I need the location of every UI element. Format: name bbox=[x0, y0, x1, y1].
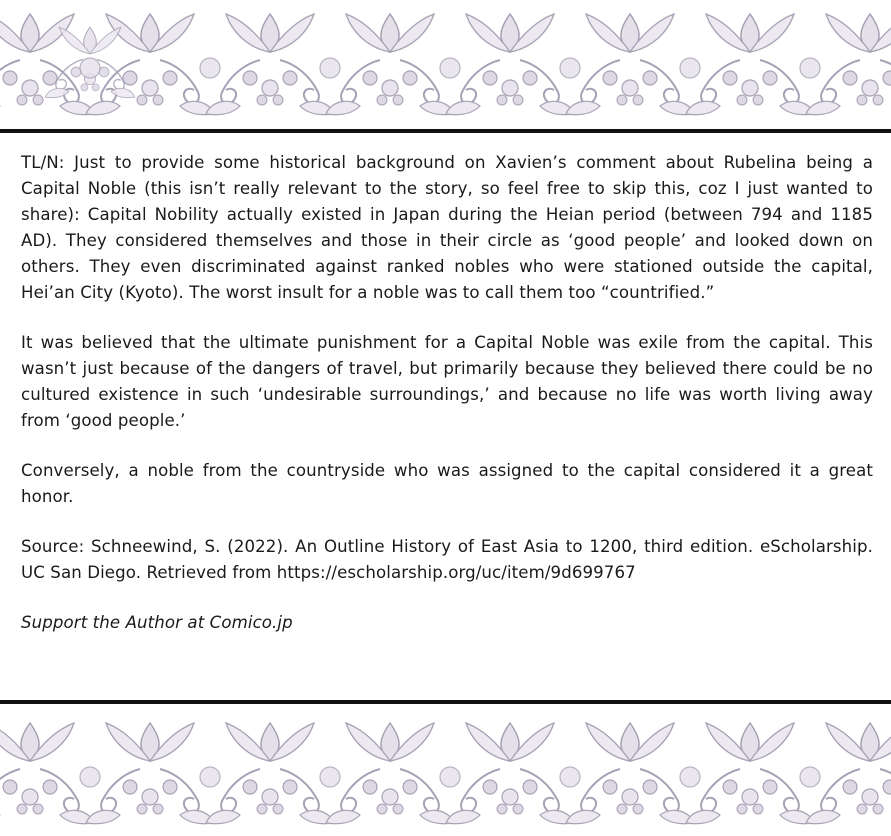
support-author-line: Support the Author at Comico.jp bbox=[21, 613, 293, 632]
floral-scroll-icon bbox=[0, 0, 891, 128]
floral-scroll-icon bbox=[0, 705, 891, 836]
note-paragraph-3: Conversely, a noble from the countryside who was assigned to the capital considered it a great honor. bbox=[21, 461, 873, 506]
bottom-divider-rule bbox=[0, 700, 891, 704]
translator-note bbox=[21, 150, 873, 636]
bottom-floral-border bbox=[0, 705, 891, 836]
note-paragraph-2: It was believed that the ultimate punishment for a Capital Noble was exile from the capital. This wasn’t just because of the dangers of travel, but primarily because they believed there could be no cultured existence in such ‘undesirable surroundings,’ and because no life was worth living away from ‘good people.’ bbox=[21, 333, 873, 430]
top-floral-border bbox=[0, 0, 891, 128]
note-paragraph-1: TL/N: Just to provide some historical background on Xavien’s comment about Rubelina being a Capital Noble (this isn’t really relevant to the story, so feel free to skip this, coz I just wanted to share): Capital Nobility actually existed in Japan during the Heian period (between 794 and 1185 AD). They considered themselves and those in their circle as ‘good people’ and looked down on others. They even discriminated against ranked nobles who were stationed outside the capital, Hei’an City (Kyoto). The worst insult for a noble was to call them too “countrified.” bbox=[21, 153, 873, 302]
source-citation: Source: Schneewind, S. (2022). An Outline History of East Asia to 1200, third edition. eScholarship. UC San Diego. Retrieved from https://escholarship.org/uc/item/9d699767 bbox=[21, 537, 873, 582]
top-divider-rule bbox=[0, 129, 891, 133]
